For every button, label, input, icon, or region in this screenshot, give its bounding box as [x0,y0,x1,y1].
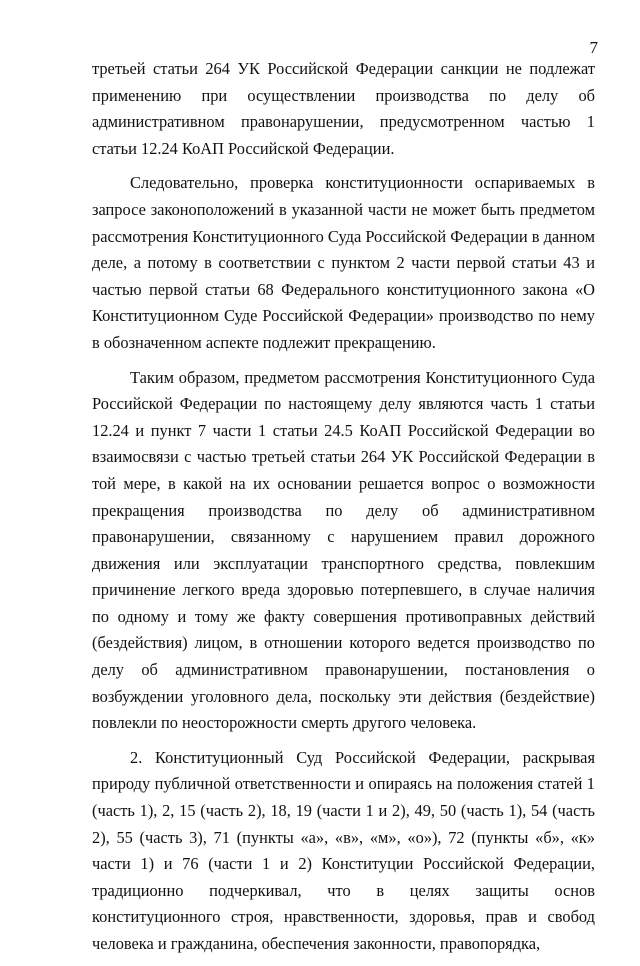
paragraph-consequently: Следовательно, проверка конституционности оспариваемых в запросе законоположений в указанной части не может быть предметом рассмотрения Конституционного Суда Российской Федерации в данном деле, а потому в соответствии с пунктом 2 части первой статьи 43 и частью первой статьи 68 Федерального конституционного закона «О Конституционном Суде Российской Федерации» производство по нему в обозначенном аспекте подлежит прекращению. [92,173,595,352]
page-number: 7 [589,38,598,57]
document-body [92,56,595,966]
paragraph-subject-of-review: Таким образом, предметом рассмотрения Конституционного Суда Российской Федерации по настоящему делу являются часть 1 статьи 12.24 и пункт 7 части 1 статьи 24.5 КоАП Российской Федерации во взаимосвязи с частью третьей статьи 264 УК Российской Федерации в той мере, в какой на их основании решается вопрос о возможности прекращения производства по делу об административном правонарушении, связанному с нарушением правил дорожного движения или эксплуатации транспортного средства, повлекшим причинение легкого вреда здоровью потерпевшего, в случае наличия по одному и тому же факту совершения противоправных действий (бездействия) лицом, в отношении которого ведется производство по делу об административном правонарушении, постановления о возбуждении уголовного дела, поскольку эти действия (бездействие) повлекли по неосторожности смерть другого человека. [92,367,595,733]
paragraph-continuation: третьей статьи 264 УК Российской Федерации санкции не подлежат применению при осуществлении производства по делу об административном правонарушении, предусмотренном частью 1 статьи 12.24 КоАП Российской Федерации. [92,59,595,158]
paragraph-section-2: 2. Конституционный Суд Российской Федерации, раскрывая природу публичной ответственности и опираясь на положения статей 1 (часть 1), 2, 15 (часть 2), 18, 19 (части 1 и 2), 49, 50 (часть 1), 54 (часть 2), 55 (часть 3), 71 (пункты «а», «в», «м», «о»), 72 (пункты «б», «к» части 1) и 76 (части 1 и 2) Конституции Российской Федерации, традиционно подчеркивал, что в целях защиты основ конституционного строя, нравственности, здоровья, прав и свобод человека и гражданина, обеспечения законности, правопорядка, [92,747,595,953]
